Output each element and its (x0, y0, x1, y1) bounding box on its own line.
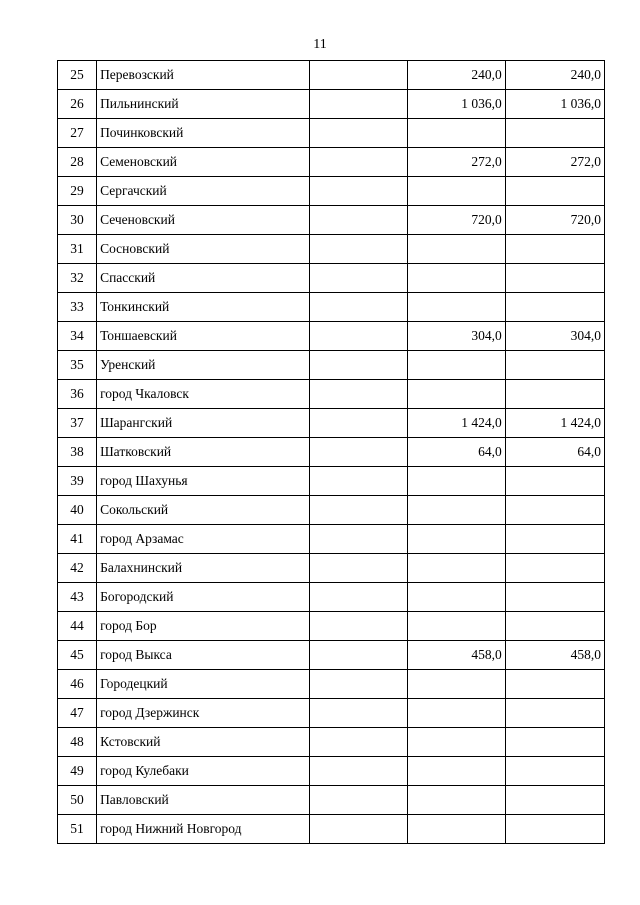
row-number-cell: 32 (58, 264, 97, 293)
column-5-cell: 240,0 (505, 61, 604, 90)
column-5-cell (505, 467, 604, 496)
column-3-cell (310, 148, 407, 177)
row-number-cell: 40 (58, 496, 97, 525)
district-name-cell: Шатковский (97, 438, 310, 467)
table-row (58, 612, 605, 641)
table-row (58, 206, 605, 235)
district-name-cell: Сосновский (97, 235, 310, 264)
row-number-cell: 41 (58, 525, 97, 554)
column-4-cell (407, 670, 505, 699)
column-3-cell (310, 728, 407, 757)
district-name-cell: Сеченовский (97, 206, 310, 235)
table-row (58, 670, 605, 699)
district-name-cell: Сокольский (97, 496, 310, 525)
column-4-cell (407, 177, 505, 206)
column-5-cell (505, 119, 604, 148)
column-4-cell: 240,0 (407, 61, 505, 90)
column-3-cell (310, 641, 407, 670)
district-name-cell: город Кулебаки (97, 757, 310, 786)
column-5-cell (505, 380, 604, 409)
column-4-cell (407, 467, 505, 496)
row-number-cell: 33 (58, 293, 97, 322)
column-5-cell (505, 177, 604, 206)
district-name-cell: Перевозский (97, 61, 310, 90)
district-name-cell: город Бор (97, 612, 310, 641)
column-5-cell (505, 235, 604, 264)
column-5-cell: 458,0 (505, 641, 604, 670)
district-name-cell: город Шахунья (97, 467, 310, 496)
column-5-cell (505, 699, 604, 728)
column-4-cell (407, 757, 505, 786)
district-name-cell: Городецкий (97, 670, 310, 699)
column-3-cell (310, 322, 407, 351)
row-number-cell: 45 (58, 641, 97, 670)
row-number-cell: 25 (58, 61, 97, 90)
column-3-cell (310, 757, 407, 786)
table-row (58, 61, 605, 90)
row-number-cell: 47 (58, 699, 97, 728)
row-number-cell: 29 (58, 177, 97, 206)
district-name-cell: Богородский (97, 583, 310, 612)
district-name-cell: Тонкинский (97, 293, 310, 322)
row-number-cell: 37 (58, 409, 97, 438)
table-body (58, 61, 605, 844)
column-3-cell (310, 119, 407, 148)
row-number-cell: 48 (58, 728, 97, 757)
column-4-cell: 720,0 (407, 206, 505, 235)
district-name-cell: город Чкаловск (97, 380, 310, 409)
column-5-cell: 64,0 (505, 438, 604, 467)
column-4-cell (407, 728, 505, 757)
row-number-cell: 46 (58, 670, 97, 699)
table-row (58, 177, 605, 206)
table-row (58, 496, 605, 525)
column-5-cell (505, 525, 604, 554)
row-number-cell: 38 (58, 438, 97, 467)
column-3-cell (310, 293, 407, 322)
district-name-cell: Починковский (97, 119, 310, 148)
column-4-cell: 458,0 (407, 641, 505, 670)
column-5-cell (505, 670, 604, 699)
column-4-cell: 272,0 (407, 148, 505, 177)
column-3-cell (310, 438, 407, 467)
column-4-cell (407, 293, 505, 322)
column-4-cell (407, 496, 505, 525)
district-name-cell: Сергачский (97, 177, 310, 206)
column-4-cell (407, 554, 505, 583)
column-5-cell (505, 728, 604, 757)
table-row (58, 351, 605, 380)
column-4-cell (407, 235, 505, 264)
column-5-cell (505, 815, 604, 844)
row-number-cell: 49 (58, 757, 97, 786)
district-name-cell: город Дзержинск (97, 699, 310, 728)
district-name-cell: город Выкса (97, 641, 310, 670)
table-row (58, 699, 605, 728)
district-name-cell: город Арзамас (97, 525, 310, 554)
column-3-cell (310, 467, 407, 496)
table-row (58, 583, 605, 612)
column-5-cell (505, 757, 604, 786)
column-4-cell: 1 036,0 (407, 90, 505, 119)
column-4-cell (407, 583, 505, 612)
column-4-cell (407, 612, 505, 641)
column-5-cell: 720,0 (505, 206, 604, 235)
column-3-cell (310, 670, 407, 699)
table-row (58, 467, 605, 496)
column-4-cell: 64,0 (407, 438, 505, 467)
row-number-cell: 50 (58, 786, 97, 815)
column-5-cell (505, 786, 604, 815)
column-4-cell (407, 351, 505, 380)
table-row (58, 148, 605, 177)
table-row (58, 757, 605, 786)
column-5-cell (505, 612, 604, 641)
district-name-cell: Спасский (97, 264, 310, 293)
row-number-cell: 30 (58, 206, 97, 235)
row-number-cell: 42 (58, 554, 97, 583)
district-name-cell: Уренский (97, 351, 310, 380)
table-row (58, 525, 605, 554)
column-5-cell (505, 351, 604, 380)
column-3-cell (310, 815, 407, 844)
column-3-cell (310, 583, 407, 612)
district-name-cell: город Нижний Новгород (97, 815, 310, 844)
column-3-cell (310, 612, 407, 641)
column-3-cell (310, 554, 407, 583)
table-row (58, 728, 605, 757)
column-3-cell (310, 380, 407, 409)
column-3-cell (310, 351, 407, 380)
column-5-cell (505, 554, 604, 583)
column-5-cell: 1 424,0 (505, 409, 604, 438)
table-row (58, 235, 605, 264)
district-name-cell: Тоншаевский (97, 322, 310, 351)
column-4-cell (407, 264, 505, 293)
column-5-cell (505, 264, 604, 293)
row-number-cell: 51 (58, 815, 97, 844)
row-number-cell: 28 (58, 148, 97, 177)
district-name-cell: Семеновский (97, 148, 310, 177)
table-row (58, 554, 605, 583)
row-number-cell: 26 (58, 90, 97, 119)
table-row (58, 264, 605, 293)
column-3-cell (310, 90, 407, 119)
table-row (58, 438, 605, 467)
column-4-cell (407, 815, 505, 844)
column-4-cell (407, 786, 505, 815)
column-5-cell: 272,0 (505, 148, 604, 177)
column-3-cell (310, 496, 407, 525)
row-number-cell: 39 (58, 467, 97, 496)
column-3-cell (310, 409, 407, 438)
district-name-cell: Павловский (97, 786, 310, 815)
column-3-cell (310, 61, 407, 90)
column-4-cell (407, 525, 505, 554)
row-number-cell: 31 (58, 235, 97, 264)
table-row (58, 90, 605, 119)
column-5-cell (505, 583, 604, 612)
column-3-cell (310, 264, 407, 293)
row-number-cell: 35 (58, 351, 97, 380)
row-number-cell: 34 (58, 322, 97, 351)
table-row (58, 409, 605, 438)
district-name-cell: Кстовский (97, 728, 310, 757)
table-row (58, 322, 605, 351)
row-number-cell: 43 (58, 583, 97, 612)
table-row (58, 641, 605, 670)
column-4-cell (407, 699, 505, 728)
allocation-table (57, 60, 605, 844)
column-3-cell (310, 206, 407, 235)
column-4-cell: 304,0 (407, 322, 505, 351)
column-4-cell (407, 380, 505, 409)
row-number-cell: 36 (58, 380, 97, 409)
table-row (58, 119, 605, 148)
column-3-cell (310, 525, 407, 554)
column-3-cell (310, 177, 407, 206)
column-5-cell: 304,0 (505, 322, 604, 351)
column-3-cell (310, 235, 407, 264)
column-4-cell: 1 424,0 (407, 409, 505, 438)
table-row (58, 293, 605, 322)
column-4-cell (407, 119, 505, 148)
column-3-cell (310, 699, 407, 728)
table-row (58, 815, 605, 844)
row-number-cell: 44 (58, 612, 97, 641)
district-name-cell: Балахнинский (97, 554, 310, 583)
table-row (58, 786, 605, 815)
table-row (58, 380, 605, 409)
page-number: 11 (313, 37, 327, 52)
column-3-cell (310, 786, 407, 815)
column-5-cell (505, 293, 604, 322)
district-name-cell: Шарангский (97, 409, 310, 438)
row-number-cell: 27 (58, 119, 97, 148)
column-5-cell (505, 496, 604, 525)
column-5-cell: 1 036,0 (505, 90, 604, 119)
district-name-cell: Пильнинский (97, 90, 310, 119)
